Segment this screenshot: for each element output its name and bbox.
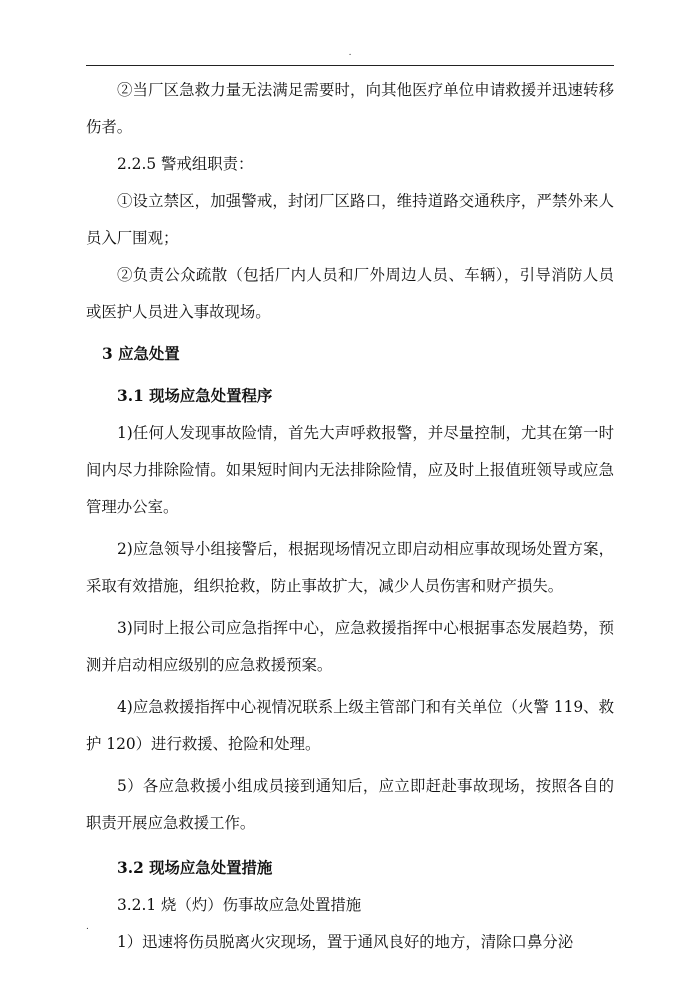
paragraph-step-4: 4)应急救援指挥中心视情况联系上级主管部门和有关单位（火警 119、救护 120）进行救援、抢险和处理。	[86, 698, 614, 753]
subsection-title-guard-duties: 2.2.5 警戒组职责：	[117, 155, 254, 173]
paragraph-guard-duty-1: ①设立禁区，加强警戒，封闭厂区路口，维持道路交通秩序，严禁外来人员入厂围观；	[86, 192, 614, 247]
subsection-title-burn-measures: 3.2.1 烧（灼）伤事故应急处置措施	[117, 896, 362, 914]
section-heading-procedure: 3.1 现场应急处置程序	[117, 387, 273, 405]
section-heading-emergency-response: 3 应急处置	[102, 345, 180, 363]
document-body	[86, 72, 614, 961]
section-heading-measures: 3.2 现场应急处置措施	[117, 859, 273, 877]
footer-mark: .	[86, 922, 89, 932]
paragraph-guard-duty-2: ②负责公众疏散（包括厂内人员和厂外周边人员、车辆），引导消防人员或医护人员进入事故现场。	[86, 266, 614, 321]
paragraph-step-1: 1)任何人发现事故险情，首先大声呼救报警，并尽量控制，尤其在第一时间内尽力排除险情。如果短时间内无法排除险情，应及时上报值班领导或应急管理办公室。	[86, 424, 614, 516]
paragraph-step-2: 2)应急领导小组接警后，根据现场情况立即启动相应事故现场处置方案，采取有效措施，组织抢救，防止事故扩大，减少人员伤害和财产损失。	[86, 540, 614, 595]
paragraph-rescue-transfer: ②当厂区急救力量无法满足需要时，向其他医疗单位申请救援并迅速转移伤者。	[86, 81, 614, 136]
paragraph-step-3: 3)同时上报公司应急指挥中心，应急救援指挥中心根据事态发展趋势，预测并启动相应级别的应急救援预案。	[86, 619, 614, 674]
paragraph-burn-step-1: 1）迅速将伤员脱离火灾现场，置于通风良好的地方，清除口鼻分泌	[117, 933, 574, 951]
paragraph-step-5: 5）各应急救援小组成员接到通知后，应立即赶赴事故现场，按照各自的职责开展应急救援工作。	[86, 777, 614, 832]
header-mark: .	[348, 48, 352, 58]
header-rule	[86, 65, 614, 66]
